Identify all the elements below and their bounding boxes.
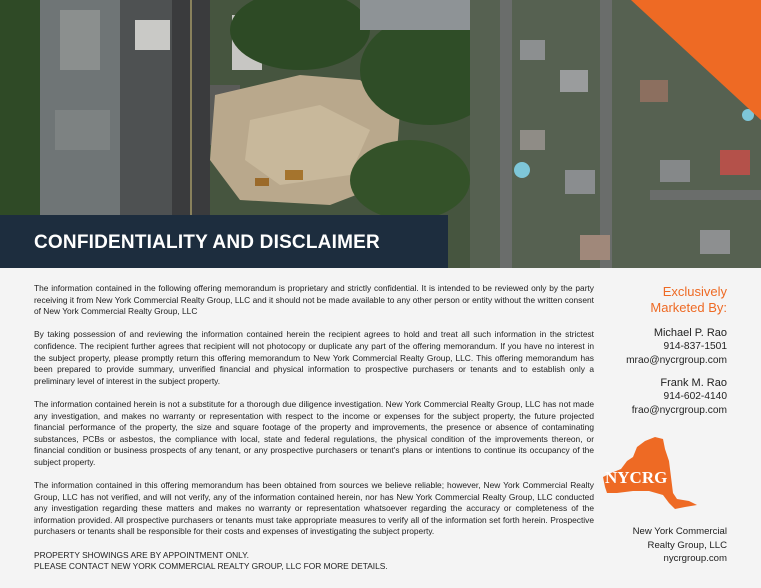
paragraph: The information contained herein is not a substitute for a thorough due diligence investigation. New York Commercial Realty Group, LLC has not made any investigation, and makes no warranty or representation with respect to the income or expenses for the subject property, the future projected financial performance of the property, the size and square footage of the property and improvements, the presence or absence of contaminating substances, PCBs or asbestos, the compliance with local, state and federal regulations, the physical condition of the improvements thereon, or financial condition or business prospects of any tenant, or any prospective purchasers or tenant's plans or intentions to continue its occupancy of the subject property. [34, 398, 594, 467]
accent-corner-triangle [631, 0, 761, 120]
marketed-by-heading [567, 284, 727, 316]
agent-email[interactable]: mrao@nycrgroup.com [626, 355, 727, 366]
agent-card [567, 376, 727, 418]
nycrg-logo [593, 435, 703, 515]
disclaimer-text [34, 283, 594, 573]
agent-name: Frank M. Rao [660, 377, 727, 389]
paragraph: The information contained in this offering memorandum has been obtained from sources we believe reliable; however, New York Commercial Realty Group, LLC has not verified, and will not verify, any of the information contained herein, nor has New York Commercial Realty Group, LLC conducted any investigation regarding these matters and makes no warranty or representation whatsoever regarding the accuracy or completeness of the information provided. All prospective purchasers or tenants must take appropriate measures to verify all of the information set forth herein. Prospective purchasers or tenants shall be responsible for their costs and expenses of investigating the subject property. [34, 480, 594, 537]
ny-state-shape-icon [593, 435, 703, 515]
showings-note [34, 550, 594, 573]
agent-card [567, 326, 727, 368]
paragraph: The information contained in the following offering memorandum is proprietary and strictly confidential. It is intended to be reviewed only by the party receiving it from New York Commercial Realty Group, LLC and it should not be made available to any other person or entity without the written consent of New York Commercial Realty Group, LLC [34, 283, 594, 317]
company-line-1: New York Commercial [632, 526, 727, 537]
title-band [0, 215, 448, 268]
paragraph: By taking possession of and reviewing the information contained herein the recipient agrees to hold and treat all such information in the strictest confidence. The recipient further agrees that recipient will not photocopy or duplicate any part of the offering memorandum. If you have no interest in the subject property, please promptly return this offering memorandum to New York Commercial Realty Group, LLC. This offering memorandum has been prepared to provide summary, unverified financial and physical information to prospective purchasers or tenants and to establish only a preliminary level of interest in the subject property. [34, 329, 594, 386]
agent-name: Michael P. Rao [653, 327, 727, 339]
page-title: CONFIDENTIALITY AND DISCLAIMER [34, 232, 380, 253]
company-line-2: Realty Group, LLC [647, 539, 727, 551]
company-info [567, 525, 727, 566]
content-panel [0, 268, 761, 588]
marketed-line-1: Exclusively [662, 284, 727, 299]
showings-line-1: PROPERTY SHOWINGS ARE BY APPOINTMENT ONLY. [34, 549, 250, 560]
showings-line-2: PLEASE CONTACT NEW YORK COMMERCIAL REALTY GROUP, LLC FOR MORE DETAILS. [34, 561, 388, 572]
company-website-link[interactable]: nycrgroup.com [663, 553, 727, 565]
agent-email[interactable]: frao@nycrgroup.com [631, 405, 727, 416]
logo-text: NYCRG [605, 468, 668, 487]
agent-phone[interactable]: 914-602-4140 [663, 391, 727, 402]
marketed-line-2: Marketed By: [650, 300, 727, 315]
agent-phone[interactable]: 914-837-1501 [663, 341, 727, 352]
